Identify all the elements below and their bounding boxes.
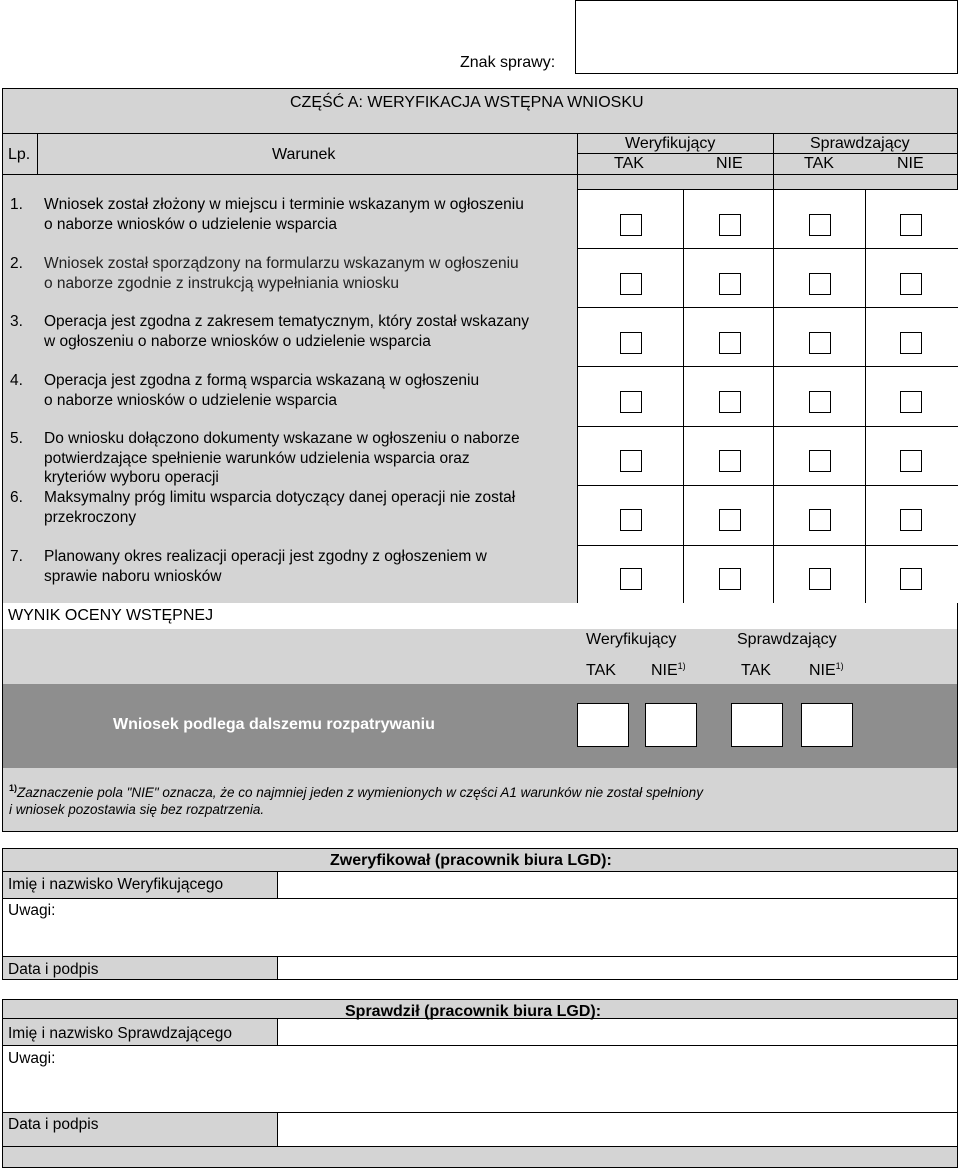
result-checker-no: NIE$^{1)}$ — [809, 661, 844, 679]
verified-remarks-field[interactable] — [2, 898, 958, 957]
outcome-box-verifier-yes[interactable] — [577, 703, 629, 747]
checkbox-checker-no[interactable] — [900, 568, 922, 590]
col-condition: Warunek — [272, 146, 336, 163]
col-checker-no: NIE — [897, 155, 924, 172]
result-title: WYNIK OCENY WSTĘPNEJ — [8, 607, 214, 624]
condition-num: 2. — [10, 255, 23, 272]
condition-num: 4. — [10, 372, 23, 389]
checkbox-checker-no[interactable] — [900, 509, 922, 531]
checkbox-verifier-yes[interactable] — [620, 391, 642, 413]
outcome-box-checker-yes[interactable] — [731, 703, 783, 747]
checkbox-checker-no[interactable] — [900, 450, 922, 472]
checkbox-checker-no[interactable] — [900, 332, 922, 354]
checkbox-checker-yes[interactable] — [809, 273, 831, 295]
result-outcome-text: Wniosek podlega dalszemu rozpatrywaniu — [113, 716, 435, 733]
checked-title: Sprawdził (pracownik biura LGD): — [345, 1003, 602, 1020]
result-verifier-label: Weryfikujący — [586, 631, 677, 648]
verified-name-label: Imię i nazwisko Weryfikującego — [8, 876, 224, 893]
verified-date-field[interactable] — [277, 956, 958, 980]
result-checker-label: Sprawdzający — [737, 631, 837, 648]
verified-remarks-label: Uwagi: — [8, 902, 56, 919]
condition-num: 3. — [10, 313, 23, 330]
condition-text: Wniosek został sporządzony na formularzu wskazanym w ogłoszeniu o naborze zgodnie z instrukcją wypełniania wniosku — [44, 255, 519, 292]
col-verifier: Weryfikujący — [625, 135, 716, 152]
checkbox-checker-yes[interactable] — [809, 450, 831, 472]
checkbox-verifier-yes[interactable] — [620, 332, 642, 354]
checked-date-label: Data i podpis — [8, 1116, 99, 1133]
checked-bottom-row — [2, 1146, 958, 1168]
condition-text: Do wniosku dołączono dokumenty wskazane w ogłoszeniu o naborze potwierdzające spełnienie warunków udzielenia wsparcia oraz kryteriów wyboru operacji — [44, 430, 520, 486]
checkbox-verifier-no[interactable] — [719, 450, 741, 472]
checkbox-checker-no[interactable] — [900, 214, 922, 236]
verified-date-label: Data i podpis — [8, 961, 99, 978]
case-number-label: Znak sprawy: — [460, 54, 556, 71]
checkbox-verifier-no[interactable] — [719, 509, 741, 531]
result-title-row — [2, 603, 958, 629]
condition-num: 7. — [10, 548, 23, 565]
checkbox-verifier-no[interactable] — [719, 273, 741, 295]
condition-text: Operacja jest zgodna z formą wsparcia wskazaną w ogłoszeniu o naborze wniosków o udzielenie wsparcia — [44, 372, 480, 409]
checkbox-checker-yes[interactable] — [809, 332, 831, 354]
checkbox-checker-yes[interactable] — [809, 568, 831, 590]
checked-name-label: Imię i nazwisko Sprawdzającego — [8, 1025, 232, 1042]
checkbox-verifier-yes[interactable] — [620, 509, 642, 531]
checkbox-checker-no[interactable] — [900, 273, 922, 295]
col-checker-yes: TAK — [804, 155, 834, 172]
checkbox-verifier-no[interactable] — [719, 568, 741, 590]
condition-text: Wniosek został złożony w miejscu i terminie wskazanym w ogłoszeniu o naborze wniosków o udzielenie wsparcia — [44, 196, 524, 233]
checkbox-checker-yes[interactable] — [809, 214, 831, 236]
checkbox-checker-yes[interactable] — [809, 391, 831, 413]
checkbox-verifier-no[interactable] — [719, 332, 741, 354]
verified-name-field[interactable] — [278, 872, 957, 898]
checked-date-field[interactable] — [277, 1112, 958, 1147]
condition-num: 6. — [10, 489, 23, 506]
col-verifier-no: NIE — [716, 155, 743, 172]
case-number-field[interactable] — [575, 0, 958, 74]
checked-remarks-field[interactable] — [2, 1045, 958, 1113]
checkbox-verifier-yes[interactable] — [620, 568, 642, 590]
result-verifier-yes: TAK — [586, 662, 616, 679]
checkbox-verifier-yes[interactable] — [620, 273, 642, 295]
outcome-box-checker-no[interactable] — [801, 703, 853, 747]
condition-num: 1. — [10, 196, 23, 213]
col-lp: Lp. — [8, 146, 31, 163]
condition-text: Maksymalny próg limitu wsparcia dotyczący danej operacji nie został przekroczony — [44, 489, 516, 526]
footnote-text: $^{1)}$Zaznaczenie pola "NIE" oznacza, że co najmniej jeden z wymienionych w części A1 warunków nie został spełniony i wniosek pozostawia się bez rozpatrzenia. — [9, 783, 703, 817]
checkbox-checker-no[interactable] — [900, 391, 922, 413]
verified-title: Zweryfikował (pracownik biura LGD): — [330, 852, 612, 869]
footnote-row — [2, 768, 958, 832]
result-verifier-no: NIE$^{1)}$ — [651, 661, 686, 679]
result-checker-yes: TAK — [741, 662, 771, 679]
checkbox-verifier-no[interactable] — [719, 214, 741, 236]
condition-num: 5. — [10, 430, 23, 447]
condition-text: Operacja jest zgodna z zakresem tematycznym, który został wskazany w ogłoszeniu o naborze wniosków o udzielenie wsparcia — [44, 313, 529, 350]
outcome-box-verifier-no[interactable] — [645, 703, 697, 747]
checked-remarks-label: Uwagi: — [8, 1050, 56, 1067]
checkbox-verifier-yes[interactable] — [620, 450, 642, 472]
section-a-title: CZĘŚĆ A: WERYFIKACJA WSTĘPNA WNIOSKU — [2, 88, 958, 134]
condition-text: Planowany okres realizacji operacji jest zgodny z ogłoszeniem w sprawie naboru wniosków — [44, 548, 487, 585]
checkbox-checker-yes[interactable] — [809, 509, 831, 531]
checked-name-field[interactable] — [278, 1019, 957, 1045]
col-checker: Sprawdzający — [810, 135, 910, 152]
checkbox-verifier-yes[interactable] — [620, 214, 642, 236]
checkbox-verifier-no[interactable] — [719, 391, 741, 413]
col-verifier-yes: TAK — [614, 155, 644, 172]
